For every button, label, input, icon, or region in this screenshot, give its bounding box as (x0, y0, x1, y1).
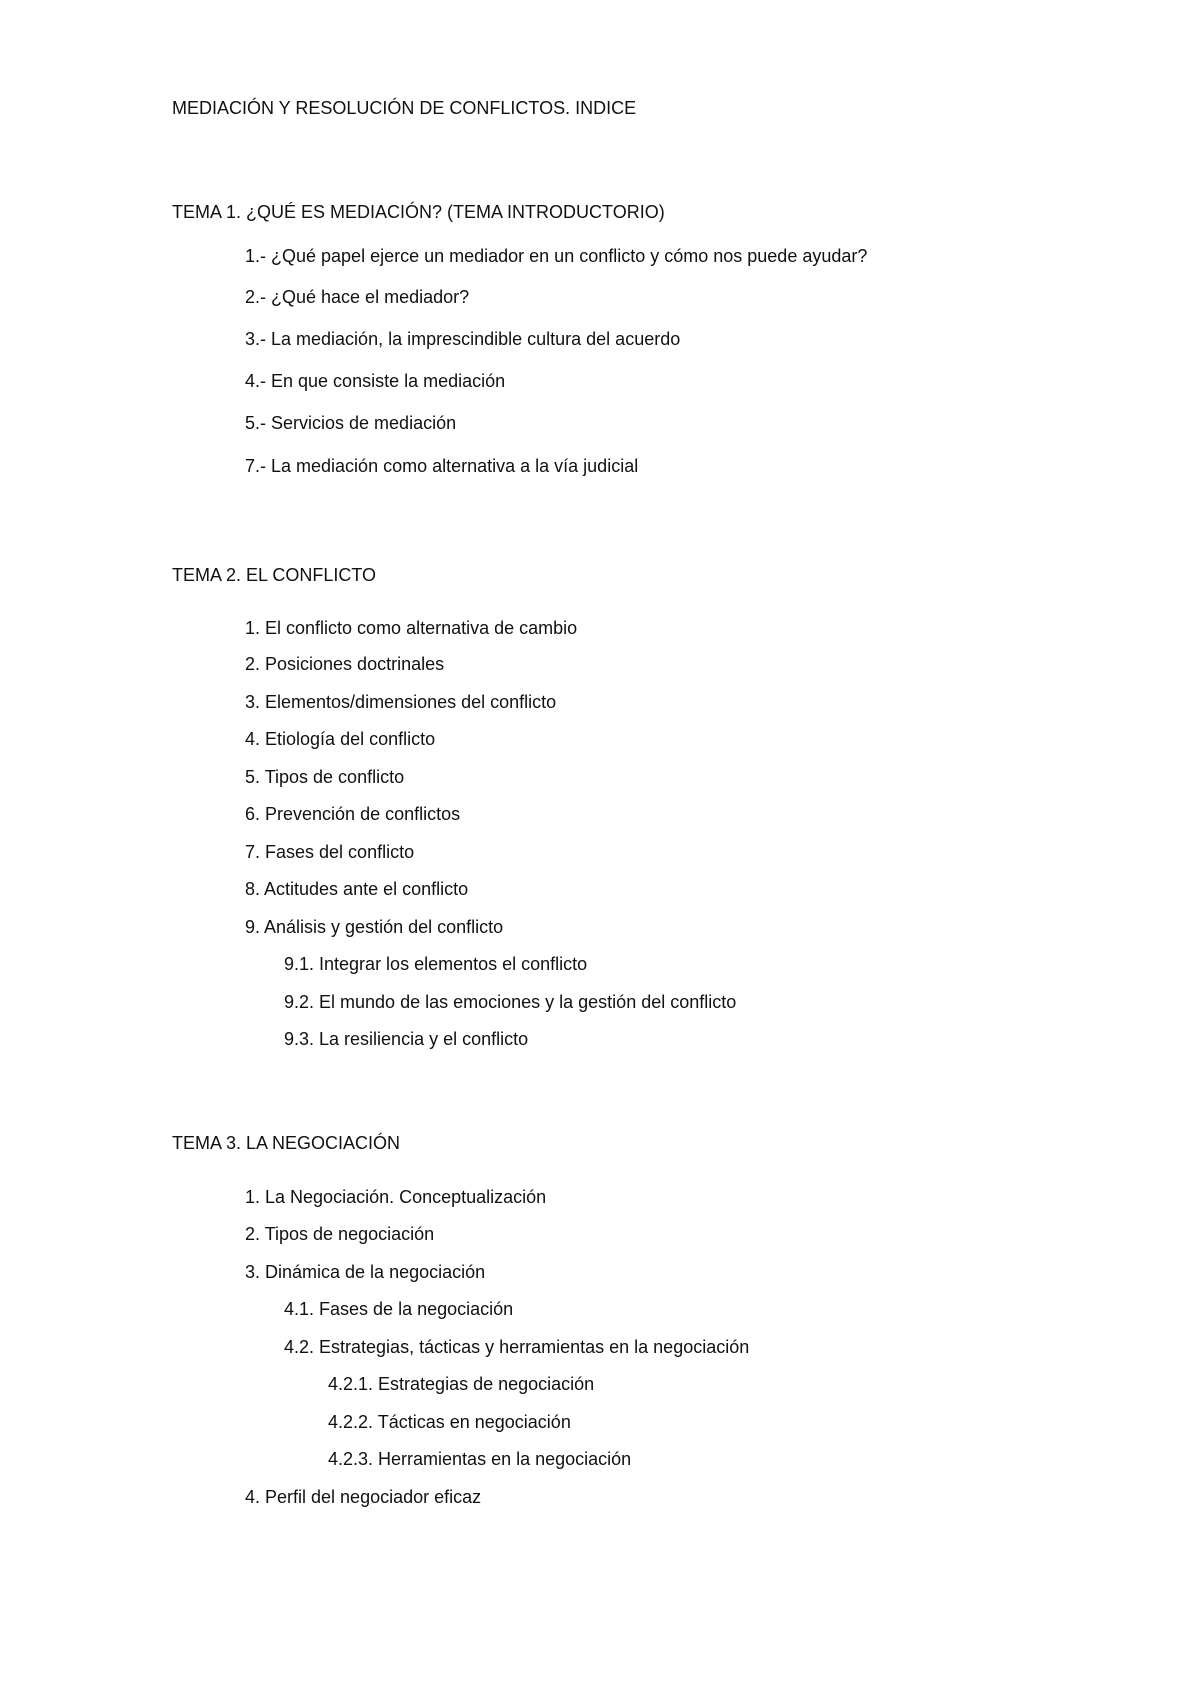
tema-3-heading: TEMA 3. LA NEGOCIACIÓN (172, 1133, 401, 1153)
tema-2-item: 9. Análisis y gestión del conflicto (245, 917, 504, 937)
tema-2-item: 8. Actitudes ante el conflicto (245, 879, 469, 899)
tema-3-subsubitem: 4.2.1. Estrategias de negociación (328, 1374, 595, 1394)
tema-2-item: 7. Fases del conflicto (245, 842, 415, 862)
tema-2-item: 5. Tipos de conflicto (245, 767, 405, 787)
tema-1-item: 3.- La mediación, la imprescindible cultura del acuerdo (245, 329, 681, 349)
tema-2-heading: TEMA 2. EL CONFLICTO (172, 565, 377, 585)
tema-1-item: 5.- Servicios de mediación (245, 413, 457, 433)
tema-2-item: 2. Posiciones doctrinales (245, 654, 445, 674)
tema-3-subitem: 4.2. Estrategias, tácticas y herramientas en la negociación (284, 1337, 750, 1357)
tema-2-item: 4. Etiología del conflicto (245, 729, 436, 749)
tema-1-item: 7.- La mediación como alternativa a la vía judicial (245, 456, 639, 476)
tema-1-item: 1.- ¿Qué papel ejerce un mediador en un conflicto y cómo nos puede ayudar? (245, 246, 868, 266)
tema-1-item: 4.- En que consiste la mediación (245, 371, 506, 391)
tema-2-item: 3. Elementos/dimensiones del conflicto (245, 692, 557, 712)
tema-2-item: 6. Prevención de conflictos (245, 804, 461, 824)
tema-1-item: 2.- ¿Qué hace el mediador? (245, 287, 470, 307)
tema-3-subitem: 4.1. Fases de la negociación (284, 1299, 514, 1319)
tema-3-subsubitem: 4.2.3. Herramientas en la negociación (328, 1449, 632, 1469)
tema-2-subitem: 9.2. El mundo de las emociones y la gestión del conflicto (284, 992, 737, 1012)
tema-3-subsubitem: 4.2.2. Tácticas en negociación (328, 1412, 571, 1432)
tema-3-item: 3. Dinámica de la negociación (245, 1262, 486, 1282)
tema-3-item: 4. Perfil del negociador eficaz (245, 1487, 482, 1507)
tema-2-item: 1. El conflicto como alternativa de cambio (245, 618, 578, 638)
tema-3-item: 1. La Negociación. Conceptualización (245, 1187, 547, 1207)
tema-3-item: 2. Tipos de negociación (245, 1224, 435, 1244)
tema-1-heading: TEMA 1. ¿QUÉ ES MEDIACIÓN? (TEMA INTRODUCTORIO) (172, 202, 665, 222)
tema-2-subitem: 9.3. La resiliencia y el conflicto (284, 1029, 529, 1049)
tema-2-subitem: 9.1. Integrar los elementos el conflicto (284, 954, 588, 974)
document-title: MEDIACIÓN Y RESOLUCIÓN DE CONFLICTOS. INDICE (172, 98, 637, 118)
